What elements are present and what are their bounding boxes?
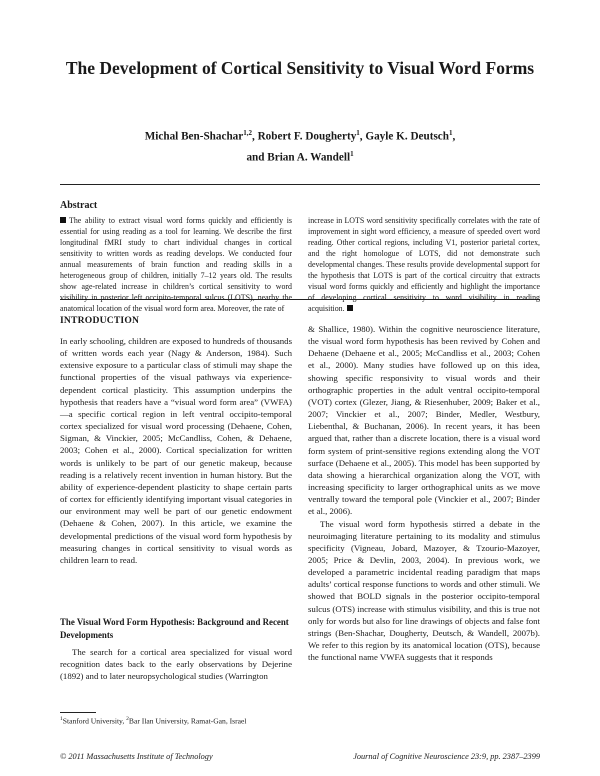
author-line-2 [60, 146, 540, 167]
intro-paragraph-2: The search for a cortical area specialized for visual word recognition dates back to the early observations by Dejerine (1892) and to later neuropsychological studies (Warrington [60, 647, 292, 682]
intro-paragraph-1: In early schooling, children are exposed to hundreds of thousands of written words each year (Nagy & Anderson, 1984). Such extensive exposure to a particular class of stimuli may shape the functional properties of the visual pathways via experience-dependent cortical plasticity. This assumption underpins the hypothesis that readers have a “visual word form area” (VWFA)—a specific cortical region in left ventral occipito-temporal cortex specialized for visual word processing (Dehaene, Cohen, Sigman, & Vinckier, 2005; McCandliss, Cohen, & Dehaene, 2003; Cohen et al., 2000). Cortical specialization for written words is unlikely to be part of our genetic makeup, because reading is a relatively recent invention in human history. But the ability of experience-dependent plasticity to shape certain parts of cortex for efficiently identifying important visual categories in our environment may well be part of our genetic endowment (Dehaene & Cohen, 2007). In this article, we examine the developmental predictions of the visual word form hypothesis by measuring changes in cortical sensitivity to visual words as children learn to read. [60, 336, 292, 565]
intro-left-column-continued [60, 646, 292, 682]
copyright-footer: © 2011 Massachusetts Institute of Technology [60, 752, 213, 761]
abstract-heading: Abstract [60, 200, 98, 211]
paper-title: The Development of Cortical Sensitivity to Visual Word Forms [65, 58, 535, 78]
author-name: Gayle K. Deutsch [365, 130, 449, 143]
footnote-rule [60, 712, 96, 713]
author-affiliation-mark: 1,2 [243, 129, 252, 137]
author-affiliation-mark: 1 [448, 129, 453, 137]
intro-left-column [60, 335, 292, 566]
author-name: Robert F. Dougherty [257, 130, 357, 143]
abstract-top-rule [60, 184, 540, 185]
intro-right-column [308, 323, 540, 663]
author-affiliation-mark: 1 [356, 129, 360, 137]
abstract-right-text: increase in LOTS word sensitivity specifically correlates with the rate of improvement in sight word efficiency, a measure of speeded overt word reading. Other cortical regions, including V1, posterior parietal cortex, and the right homologue of LOTS, did not demonstrate such developmental changes. These results provide developmental support for the hypothesis that LOTS is part of the cortical circuitry that extracts visual word forms quickly and efficiently and highlight the importance of developing cortical sensitivity to word visibility in reading acquisition. [308, 216, 540, 313]
journal-citation-footer: Journal of Cognitive Neuroscience 23:9, pp. 2387–2399 [353, 752, 540, 761]
abstract-bottom-rule [60, 299, 540, 300]
author-list [60, 125, 540, 166]
intro-paragraph-right-2: The visual word form hypothesis stirred a debate in the neuroimaging literature pertaining to its modality and stimulus specificity (Vigneau, Jobard, Mazoyer, & Tzourio-Mazoyer, 2005; Price & Devlin, 2003, 2004). In previous work, we developed a parametric incidental reading paradigm that maps adults’ cortical response functions to words and other stimuli. We showed that BOLD signals in the posterior occipito-temporal sulcus (OTS) increase with stimulus visibility, and this is true not only for words but also for line drawings of objects and false font strings (Ben-Shachar, Dougherty, Deutsch, & Wandell, 2007b). We refer to this region by its anatomical location (OTS), because the functional name VWFA suggests that it responds [308, 518, 540, 663]
section-heading-introduction: INTRODUCTION [60, 315, 140, 326]
author-name: and Brian A. Wandell [246, 151, 351, 164]
author-affiliation-mark: 1 [350, 149, 354, 158]
abstract-start-marker-icon [60, 217, 66, 223]
intro-paragraph-right-1: & Shallice, 1980). Within the cognitive neuroscience literature, the visual word form hypothesis has been revived by Cohen and Dehaene (Dehaene et al., 2005; McCandliss et al., 2003; Cohen et al., 2000). Many studies have followed up on this idea, showing specific responsivity to visual words and their orthographic properties in the adult ventral occipito-temporal (VOT) cortex (Glezer, Jiang, & Riesenhuber, 2009; Baker et al., 2007; Vinckier et al., 2007; Binder, Medler, Westbury, Liebenthal, & Buchanan, 2006). In recent years, it has been argued that, rather than a discrete location, there is a visual word form system of print-sensitive regions extending along the VOT surface (Dehaene et al., 2005). This model has been supported by data showing a hierarchical organization along the VOT, with increasing specificity to larger orthographical units as we move ventrally toward the temporal pole (Vinckier et al., 2007; Binder et al., 2006). [308, 324, 540, 517]
author-name: Michal Ben-Shachar [144, 130, 244, 143]
abstract-end-marker-icon [347, 305, 353, 311]
author-line-1: Michal Ben-Shachar$^{1,2}$, Robert F. Dougherty$^1$, Gayle K. Deutsch$^1$, [144, 129, 456, 143]
affiliation-footnote: $^1$Stanford University, $^2$Bar Ilan University, Ramat-Gan, Israel [60, 716, 247, 726]
abstract-left-text: The ability to extract visual word forms quickly and efficiently is essential for using reading as a tool for learning. We describe the first longitudinal fMRI study to chart individual changes in cortical sensitivity to written words as reading develops. We conducted four annual measurements of brain function and reading skills in a heterogeneous group of children, initially 7–12 years old. The results show age-related increase in children’s cortical sensitivity to word visibility in posterior left occipito-temporal sulcus (LOTS), nearby the anatomical location of the visual word form area. Moreover, the rate of [60, 216, 292, 313]
subsection-heading: The Visual Word Form Hypothesis: Background and Recent Developments [60, 617, 289, 640]
